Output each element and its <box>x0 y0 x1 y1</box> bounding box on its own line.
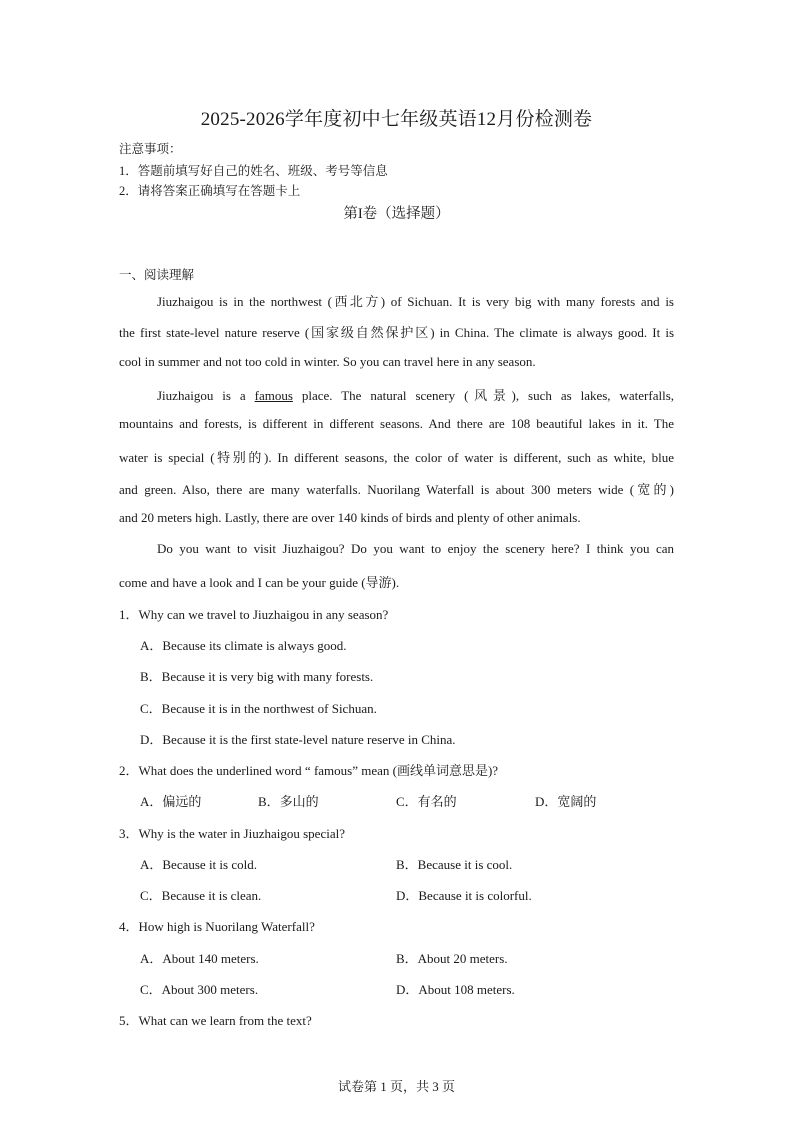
passage-line: water is special (特别的). In different seasons, the color of water is different, such as white, blue <box>119 450 674 465</box>
passage-line: come and have a look and I can be your guide (导游). <box>119 575 400 590</box>
option: D．Because it is the first state-level nature reserve in China. <box>140 732 456 747</box>
question-stem: 4．How high is Nuorilang Waterfall? <box>119 919 315 934</box>
passage-line: Jiuzhaigou is in the northwest (西北方) of Sichuan. It is very big with many forests and is <box>157 294 674 309</box>
passage-line: Do you want to visit Jiuzhaigou? Do you want to enjoy the scenery here? I think you can <box>157 541 674 556</box>
exam-title: 2025-2026学年度初中七年级英语12月份检测卷 <box>200 109 593 130</box>
volume-title: 第I卷（选择题） <box>343 206 450 222</box>
option: A．Because it is cold. <box>140 857 257 872</box>
passage-line: mountains and forests, is different in different seasons. And there are 108 beautiful lakes in it. The <box>119 416 674 431</box>
option: C．Because it is clean. <box>140 888 262 903</box>
option: C．有名的 <box>396 794 457 809</box>
option: A．About 140 meters. <box>140 951 259 966</box>
notice-item: 2．请将答案正确填写在答题卡上 <box>119 184 301 198</box>
notice-heading: 注意事项： <box>119 142 182 156</box>
passage-line: the first state-level nature reserve (国家级自然保护区) in China. The climate is always good. It is <box>119 325 674 340</box>
question-stem: 3．Why is the water in Jiuzhaigou special? <box>119 826 345 841</box>
option: C．Because it is in the northwest of Sichuan. <box>140 701 377 716</box>
option: C．About 300 meters. <box>140 982 259 997</box>
passage-line: and green. Also, there are many waterfalls. Nuorilang Waterfall is about 300 meters wide (宽的) <box>119 482 674 497</box>
option: B．多山的 <box>258 794 319 809</box>
notice-item: 1．答题前填写好自己的姓名、班级、考号等信息 <box>119 164 388 178</box>
option: D．About 108 meters. <box>396 982 515 997</box>
passage-line: cool in summer and not too cold in winter. So you can travel here in any season. <box>119 354 536 369</box>
page-footer: 试卷第 1 页，共 3 页 <box>337 1079 455 1094</box>
option: D．宽阔的 <box>535 794 597 809</box>
passage-line: and 20 meters high. Lastly, there are over 140 kinds of birds and plenty of other animals. <box>119 510 581 525</box>
option: A．Because its climate is always good. <box>140 638 347 653</box>
option: B．About 20 meters. <box>396 951 508 966</box>
passage-line: Jiuzhaigou is a famous place. The natural scenery (风景), such as lakes, waterfalls, <box>157 388 675 403</box>
question-stem: 1．Why can we travel to Jiuzhaigou in any season? <box>119 607 389 622</box>
underlined-word: famous <box>254 388 293 403</box>
option: D．Because it is colorful. <box>396 888 532 903</box>
option: B．Because it is very big with many forests. <box>140 669 374 684</box>
option: B．Because it is cool. <box>396 857 513 872</box>
question-stem: 5．What can we learn from the text? <box>119 1013 312 1028</box>
section-heading: 一、阅读理解 <box>119 268 195 282</box>
question-stem: 2．What does the underlined word “ famous” mean (画线单词意思是)? <box>119 763 499 778</box>
option: A．偏远的 <box>140 794 202 809</box>
